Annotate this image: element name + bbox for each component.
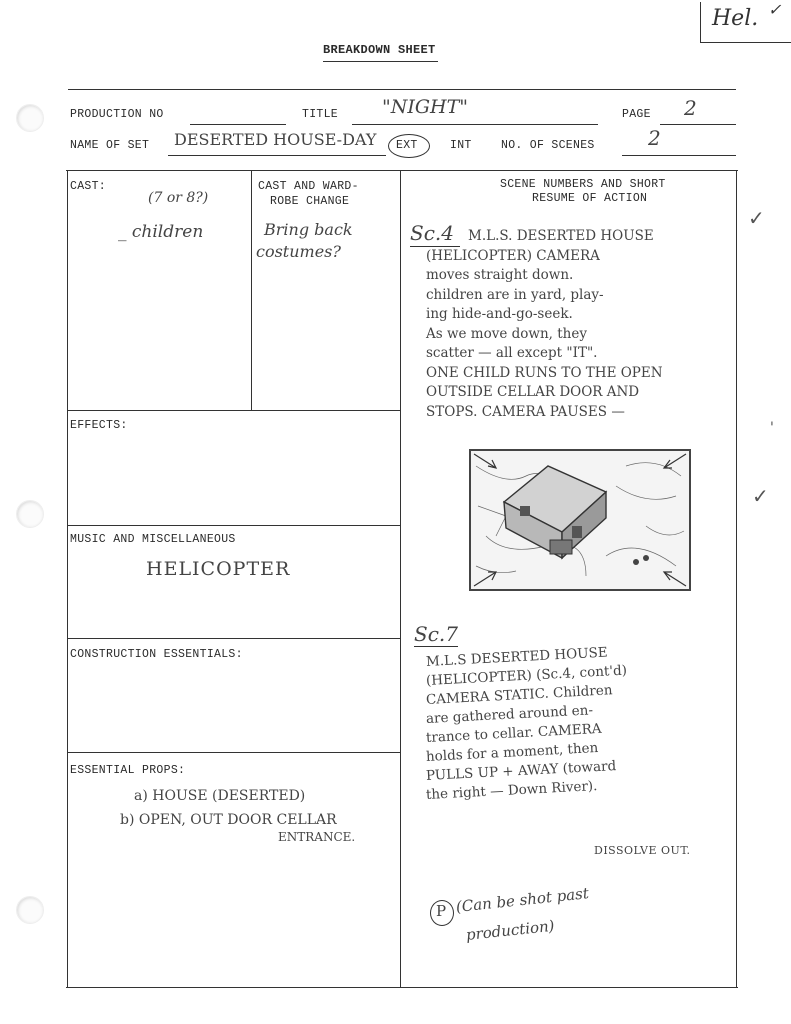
scene-line: M.L.S DESERTED HOUSE: [425, 644, 609, 670]
scene-line: (HELICOPTER) (Sc.4, cont'd): [425, 662, 628, 689]
effects-top-rule: [67, 410, 401, 411]
scene-7-number-underline: [414, 646, 458, 647]
scenes-header-line2: RESUME OF ACTION: [532, 192, 648, 205]
prop-item-b: b) OPEN, OUT DOOR CELLAR: [120, 812, 337, 828]
cast-wardrobe-divider: [251, 170, 252, 410]
scene-line: M.L.S. DESERTED HOUSE: [468, 228, 654, 244]
scene-line: moves straight down.: [426, 267, 574, 283]
music-top-rule: [67, 525, 401, 526]
set-value: DESERTED HOUSE-DAY: [174, 130, 377, 149]
cast-label: CAST:: [70, 180, 107, 193]
scene-4-number: Sc.4: [410, 221, 454, 245]
wardrobe-label-line1: CAST AND WARD-: [258, 180, 359, 193]
page-title: BREAKDOWN SHEET: [323, 43, 436, 57]
props-label: ESSENTIAL PROPS:: [70, 764, 186, 777]
int-label: INT: [450, 139, 472, 152]
grid-top-rule: [66, 170, 738, 171]
binder-hole-top: [16, 104, 44, 132]
wardrobe-label-line2: ROBE CHANGE: [270, 195, 350, 208]
scene-line: are gathered around en-: [425, 702, 594, 727]
title-value: "NIGHT": [382, 96, 469, 118]
margin-check-icon-1: ✓: [748, 206, 765, 230]
cast-count-note: (7 or 8?): [148, 190, 209, 206]
margin-tick-icon: ': [770, 420, 774, 436]
binder-hole-bottom: [16, 896, 44, 924]
set-blank: [168, 155, 386, 156]
grid-bottom-rule: [66, 987, 738, 988]
construction-label: CONSTRUCTION ESSENTIALS:: [70, 648, 243, 661]
scene-line: CAMERA STATIC. Children: [425, 682, 613, 708]
page-label: PAGE: [622, 108, 651, 121]
scene-line: holds for a moment, then: [425, 739, 599, 765]
scene-line: ONE CHILD RUNS TO THE OPEN: [426, 364, 663, 381]
storyboard-sketch: [466, 446, 694, 594]
p-mark: P: [436, 902, 447, 920]
scenes-count-blank: [622, 155, 736, 156]
scenes-count-value: 2: [648, 126, 661, 150]
prop-item-a: a) HOUSE (DESERTED): [134, 788, 306, 804]
scene-line: (HELICOPTER) CAMERA: [426, 247, 600, 264]
production-no-label: PRODUCTION NO: [70, 108, 164, 121]
music-label: MUSIC AND MISCELLANEOUS: [70, 533, 236, 546]
set-label: NAME OF SET: [70, 139, 150, 152]
corner-note: Hel.: [712, 6, 759, 31]
grid-right-rule: [736, 170, 737, 988]
wardrobe-value-line2: costumes?: [256, 242, 341, 261]
scene-line: As we move down, they: [426, 325, 587, 342]
scene-line: STOPS. CAMERA PAUSES —: [426, 403, 625, 420]
scene-line: the right — Down River).: [425, 778, 598, 803]
cast-value: _ children: [118, 222, 204, 242]
dissolve-out-note: DISSOLVE OUT.: [594, 844, 691, 857]
scene-7-number: Sc.7: [414, 622, 458, 646]
scene-line: scatter — all except "IT".: [426, 345, 598, 361]
p-note-line2: production): [465, 916, 556, 944]
scenes-header-line1: SCENE NUMBERS AND SHORT: [500, 178, 666, 191]
production-no-blank: [190, 124, 286, 125]
title-blank: [352, 124, 598, 125]
props-top-rule: [67, 752, 401, 753]
binder-hole-middle: [16, 500, 44, 528]
effects-label: EFFECTS:: [70, 419, 128, 432]
page-value: 2: [684, 96, 697, 120]
wardrobe-value-line1: Bring back: [264, 220, 353, 239]
title-underline: [323, 61, 438, 62]
p-note-line1: (Can be shot past: [455, 884, 590, 916]
header-top-rule: [68, 89, 736, 90]
scene-line: ing hide-and-go-seek.: [426, 306, 573, 322]
scene-line: trance to cellar. CAMERA: [425, 720, 602, 746]
ext-label: EXT: [396, 139, 418, 152]
grid-center-rule: [400, 170, 401, 988]
construction-top-rule: [67, 638, 401, 639]
scene-line: PULLS UP + AWAY (toward: [425, 758, 617, 784]
corner-check-icon: ✓: [768, 0, 782, 19]
scenes-count-label: NO. OF SCENES: [501, 139, 595, 152]
margin-check-icon-2: ✓: [752, 484, 769, 508]
prop-item-b-continued: ENTRANCE.: [278, 830, 356, 844]
scene-line: OUTSIDE CELLAR DOOR AND: [426, 384, 640, 400]
scene-line: children are in yard, play-: [426, 286, 604, 303]
page-blank: [660, 124, 736, 125]
title-label: TITLE: [302, 108, 339, 121]
grid-left-rule: [67, 170, 68, 988]
music-value: HELICOPTER: [146, 558, 291, 580]
